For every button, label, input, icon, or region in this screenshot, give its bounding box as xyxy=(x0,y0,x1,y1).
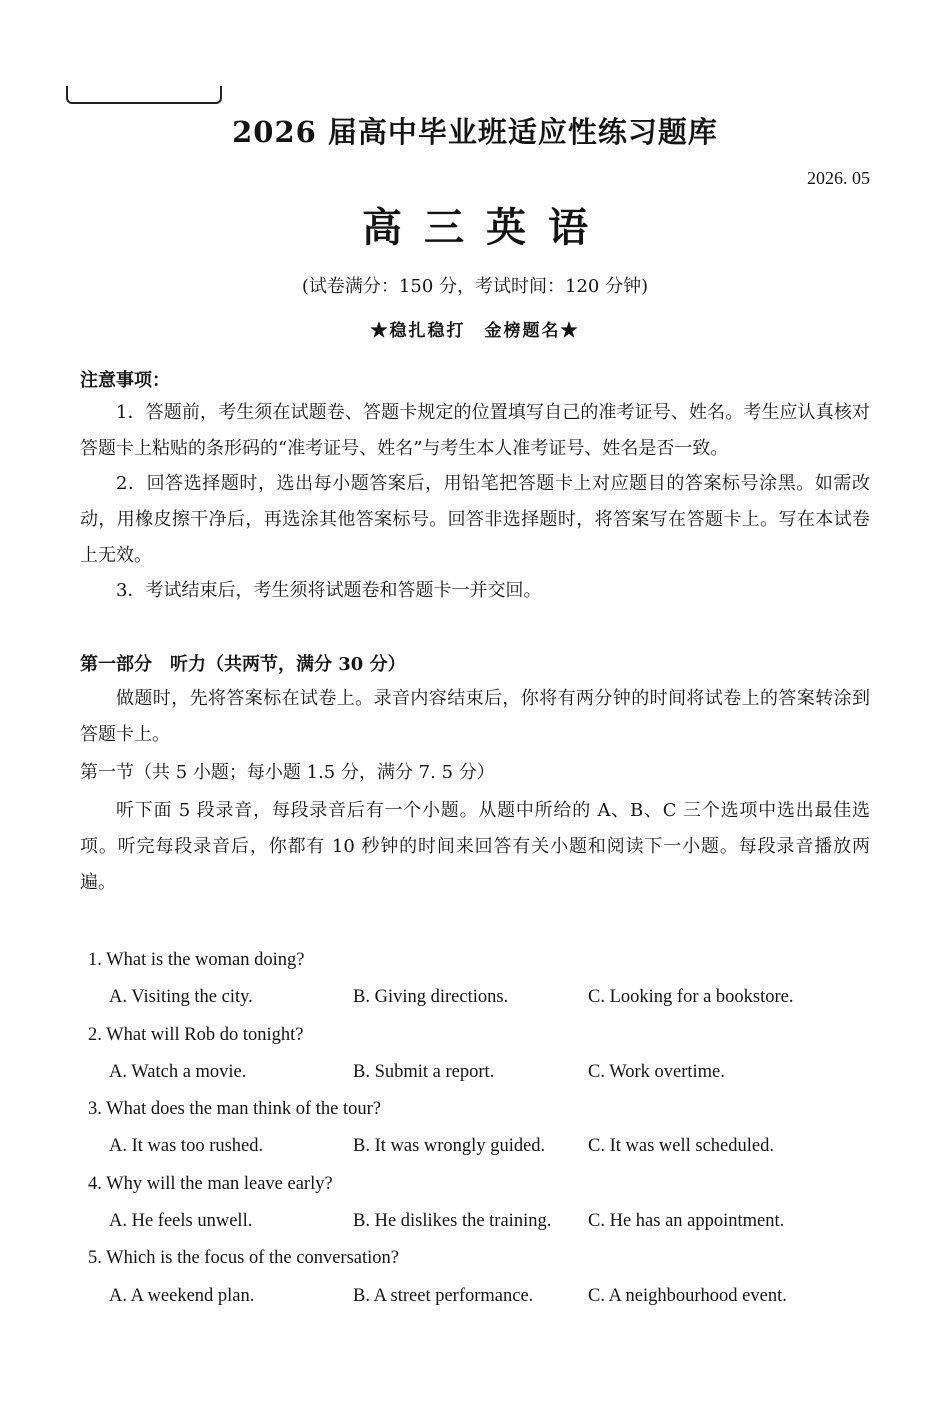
option-a: A. A weekend plan. xyxy=(109,1286,255,1306)
subject-title: 高三英语 xyxy=(362,204,610,251)
note-item: 1．答题前，考生须在试题卷、答题卡规定的位置填写自己的准考证号、姓名。考生应认真核对答题卡上粘贴的条形码的“准考证号、姓名”与考生本人准考证号、姓名是否一致。 xyxy=(80,402,870,459)
exam-info: (试卷满分：150 分，考试时间：120 分钟) xyxy=(301,276,649,297)
option-a: A. He feels unwell. xyxy=(109,1211,253,1231)
note-item: 2．回答选择题时，选出每小题答案后，用铅笔把答题卡上对应题目的答案标号涂黑。如需改动，用橡皮擦干净后，再选涂其他答案标号。回答非选择题时，将答案写在答题卡上。写在本试卷上无效。 xyxy=(80,473,870,566)
option-b: B. It was wrongly guided. xyxy=(353,1136,546,1156)
part1-instruction: 做题时，先将答案标在试卷上。录音内容结束后，你将有两分钟的时间将试卷上的答案转涂到答题卡上。 xyxy=(80,688,870,745)
section1-instruction: 听下面 5 段录音，每段录音后有一个小题。从题中所给的 A、B、C 三个选项中选出最佳选项。听完每段录音后，你都有 10 秒钟的时间来回答有关小题和阅读下一小题。每段录音播放两遍。 xyxy=(80,800,870,893)
option-b: B. Giving directions. xyxy=(353,987,509,1007)
exam-date: 2026. 05 xyxy=(807,168,870,188)
option-c: C. He has an appointment. xyxy=(588,1211,785,1231)
note-item: 3．考试结束后，考生须将试题卷和答题卡一并交回。 xyxy=(116,580,542,601)
question-stem: 4. Why will the man leave early? xyxy=(88,1174,333,1194)
exam-series-title: 2026 届高中毕业班适应性练习题库 xyxy=(232,115,718,149)
notes-title: 注意事项： xyxy=(80,370,170,391)
question-stem: 5. Which is the focus of the conversation? xyxy=(88,1248,399,1268)
option-c: C. Work overtime. xyxy=(588,1062,725,1082)
option-a: A. It was too rushed. xyxy=(109,1136,264,1156)
question-stem: 1. What is the woman doing? xyxy=(88,950,305,970)
question-stem: 3. What does the man think of the tour? xyxy=(88,1099,382,1119)
option-a: A. Watch a movie. xyxy=(109,1062,247,1082)
option-b: B. Submit a report. xyxy=(353,1062,495,1082)
top-left-bracket xyxy=(66,86,222,104)
option-c: C. A neighbourhood event. xyxy=(588,1286,787,1306)
option-a: A. Visiting the city. xyxy=(109,987,253,1007)
option-c: C. Looking for a bookstore. xyxy=(588,987,794,1007)
part1-title: 第一部分 听力（共两节，满分 30 分） xyxy=(80,654,406,675)
option-b: B. He dislikes the training. xyxy=(353,1211,552,1231)
question-stem: 2. What will Rob do tonight? xyxy=(88,1025,304,1045)
option-b: B. A street performance. xyxy=(353,1286,534,1306)
motto: ★稳扎稳打 金榜题名★ xyxy=(370,321,580,341)
option-c: C. It was well scheduled. xyxy=(588,1136,774,1156)
section1-title: 第一节（共 5 小题；每小题 1.5 分，满分 7. 5 分） xyxy=(80,762,495,783)
